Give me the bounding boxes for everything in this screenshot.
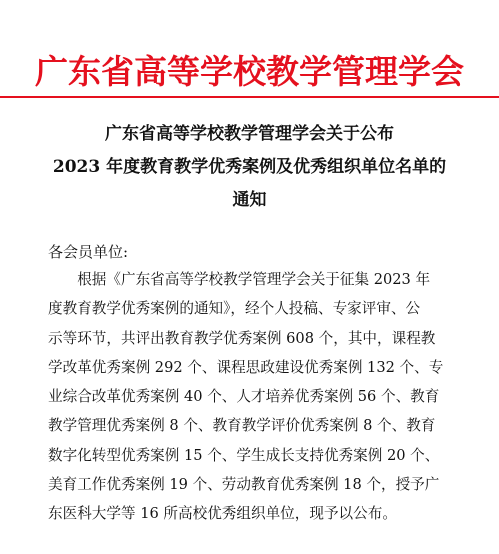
- body-line: 示等环节，共评出教育教学优秀案例 608 个，其中，课程教: [48, 329, 436, 347]
- body-line: 学改革优秀案例 292 个、课程思政建设优秀案例 132 个、专: [48, 358, 444, 376]
- body-line: 东医科大学等 16 所高校优秀组织单位，现予以公布。: [48, 505, 397, 523]
- body-paragraph: [48, 265, 444, 529]
- document-title: [0, 118, 499, 217]
- body-line: 教学管理优秀案例 8 个、教育教学评价优秀案例 8 个、教育: [48, 417, 436, 435]
- body-line: 业综合改革优秀案例 40 个、人才培养优秀案例 56 个、教育: [48, 388, 440, 406]
- body-line: 美育工作优秀案例 19 个、劳动教育优秀案例 18 个，授予广: [48, 476, 440, 494]
- letterhead-red-rule: [0, 96, 499, 98]
- title-line-3: 通知: [232, 190, 267, 210]
- title-line-1: 广东省高等学校教学管理学会关于公布: [105, 124, 394, 144]
- body-line: 数字化转型优秀案例 15 个、学生成长支持优秀案例 20 个、: [48, 446, 440, 464]
- org-letterhead: 广东省高等学校教学管理学会: [35, 52, 464, 91]
- body-line: 度教育教学优秀案例的通知》，经个人投稿、专家评审、公: [48, 300, 421, 318]
- salutation: 各会员单位:: [48, 243, 129, 261]
- title-line-2: 2023 年度教育教学优秀案例及优秀组织单位名单的: [52, 157, 447, 177]
- body-line: 根据《广东省高等学校教学管理学会关于征集 2023 年: [77, 271, 431, 288]
